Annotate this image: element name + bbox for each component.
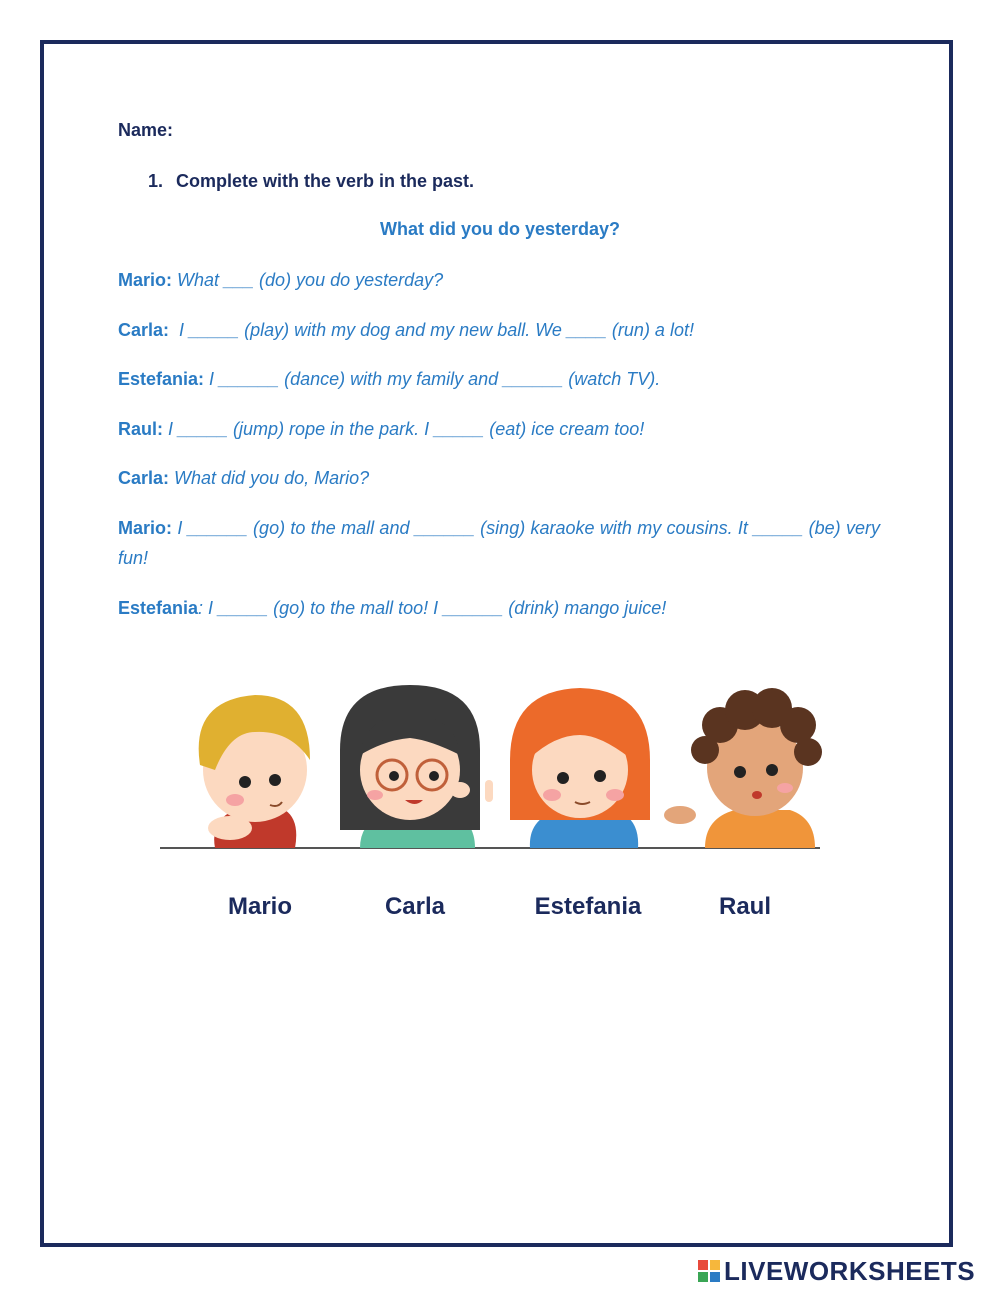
dialogue-text: : I _____ (go) to the mall too! I ______ (drink) mango juice! [198, 598, 667, 618]
dialogue-line [118, 315, 880, 345]
dialogue-line [118, 364, 880, 394]
speaker-label: Raul: [118, 419, 163, 439]
logo-text: LIVEWORKSHEETS [724, 1255, 976, 1286]
speaker-label: Mario: [118, 518, 172, 538]
children-illustration [160, 670, 840, 880]
logo-icon [698, 1260, 720, 1282]
worksheet-subtitle: What did you do yesterday? [379, 219, 621, 239]
logo-square [698, 1272, 708, 1282]
speaker-label: Mario: [118, 270, 172, 290]
speaker-label: Carla: [118, 320, 170, 340]
dialogue-line [118, 463, 880, 493]
dialogue-line [118, 513, 880, 573]
character-name-raul: Raul [718, 893, 771, 920]
dialogue-text: I _____ (play) with my dog and my new ball. We ____ (run) a lot! [169, 320, 694, 340]
character-name-estefania: Estefania [534, 893, 642, 920]
carla-figure [340, 685, 493, 848]
dialogue-text: I ______ (go) to the mall and ______ (sing) karaoke with my cousins. It _____ (be) very fun! [118, 518, 880, 568]
dialogue-line [118, 593, 880, 623]
dialogue-text: What ___ (do) you do yesterday? [172, 270, 444, 290]
instruction-text: Complete with the verb in the past. [176, 171, 475, 191]
dialogue-text: I _____ (jump) rope in the park. I _____ (eat) ice cream too! [163, 419, 645, 439]
dialogue-line [118, 265, 880, 295]
liveworksheets-logo [698, 1256, 975, 1286]
character-name-carla: Carla [384, 893, 446, 920]
speaker-label: Carla: [118, 468, 170, 488]
dialogue-line [118, 414, 880, 444]
name-label: Name: [118, 120, 174, 140]
logo-square [710, 1272, 720, 1282]
estefania-figure [510, 688, 650, 848]
dialogue-text: What did you do, Mario? [169, 468, 370, 488]
speaker-label: Estefania [118, 598, 199, 618]
instruction [148, 171, 474, 192]
logo-square [698, 1260, 708, 1270]
logo-square [710, 1260, 720, 1270]
mario-figure [199, 695, 310, 848]
raul-figure [664, 688, 822, 848]
character-name-mario: Mario [227, 893, 292, 920]
speaker-label: Estefania: [118, 369, 205, 389]
instruction-number: 1. [148, 171, 164, 191]
dialogue-text: I ______ (dance) with my family and ______ (watch TV). [204, 369, 661, 389]
